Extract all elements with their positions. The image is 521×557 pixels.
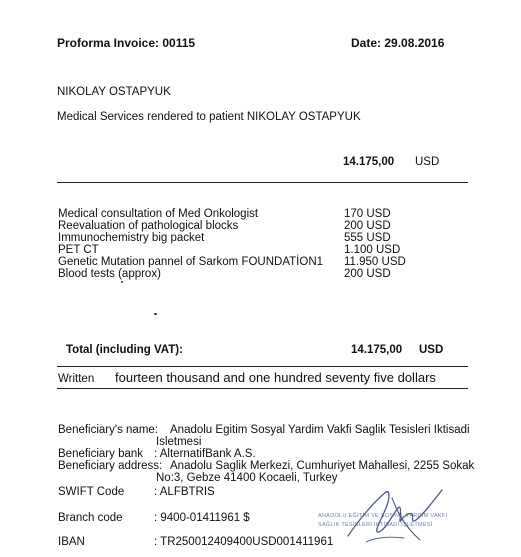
total-label: Total (including VAT): <box>66 344 183 356</box>
beneficiary-address-line1: Anadolu Saglik Merkezi, Cumhuriyet Mahallesi, 2255 Sokak <box>170 460 475 472</box>
beneficiary-name-value: Anadolu Egitim Sosyal Yardim Vakfi Saglik Tesisleri Iktisadi <box>170 424 470 436</box>
written-divider <box>57 388 468 389</box>
item-description: Genetic Mutation pannel of Sarkom FOUNDATİON1 <box>58 256 324 268</box>
beneficiary-address-line2: No:3, Gebze 41400 Kocaeli, Turkey <box>156 472 338 484</box>
stamp-line-1: ANADOLU EĞİTİM VE SOSYAL YARDIM VAKFI <box>318 513 448 519</box>
beneficiary-address-label: Beneficiary address: <box>58 460 163 472</box>
line-item <box>58 268 438 280</box>
line-item <box>58 232 438 244</box>
line-item <box>58 208 438 220</box>
invoice-number: Proforma Invoice: 00115 <box>57 36 196 50</box>
beneficiary-bank-value: : AlternatifBank A.S. <box>154 448 256 460</box>
iban-value: : TR250012409400USD001411961 <box>154 536 334 548</box>
summary-amount: 14.175,00 <box>343 156 395 168</box>
beneficiary-bank-label: Beneficiary bank <box>58 448 144 460</box>
branch-label: Branch code <box>58 512 123 524</box>
scan-mark <box>154 313 157 315</box>
line-item <box>58 220 438 232</box>
item-amount: 1.100 USD <box>344 244 401 256</box>
line-item <box>58 244 438 256</box>
item-amount: 555 USD <box>344 232 391 244</box>
item-description: Medical consultation of Med Onkologist <box>58 208 259 220</box>
stamp-line-2: SAĞLIK TESİSLERİ İKTİSADİ İŞLETMESİ <box>318 522 433 528</box>
swift-value: : ALFBTRIS <box>154 486 215 498</box>
summary-divider <box>57 182 468 183</box>
total-currency: USD <box>419 344 444 356</box>
patient-name: NIKOLAY OSTAPYUK <box>57 86 171 98</box>
item-description: Blood tests (approx) <box>58 268 161 280</box>
invoice-date: Date: 29.08.2016 <box>351 36 445 50</box>
total-amount: 14.175,00 <box>351 344 403 356</box>
swift-label: SWIFT Code <box>58 486 125 498</box>
line-item <box>58 256 438 268</box>
branch-value: : 9400-01411961 $ <box>154 512 250 524</box>
total-divider-top <box>57 366 468 367</box>
services-line: Medical Services rendered to patient NIKOLAY OSTAPYUK <box>57 111 361 123</box>
item-amount: 200 USD <box>344 220 391 232</box>
item-amount: 200 USD <box>344 268 391 280</box>
beneficiary-name-label: Beneficiary's name: <box>58 424 158 436</box>
signature <box>330 478 460 553</box>
item-description: Reevaluation of pathological blocks <box>58 220 239 232</box>
written-amount-text: fourteen thousand and one hundred seventy five dollars <box>115 370 436 385</box>
scan-mark <box>121 281 123 283</box>
item-amount: 170 USD <box>344 208 391 220</box>
item-description: Immunochemistry big packet <box>58 232 205 244</box>
iban-label: IBAN <box>58 536 85 548</box>
item-amount: 11.950 USD <box>344 256 406 268</box>
item-description: PET CT <box>58 244 99 256</box>
written-label: Written <box>58 373 95 385</box>
beneficiary-name-value-cont: Isletmesi <box>156 436 202 448</box>
summary-currency: USD <box>415 156 440 168</box>
